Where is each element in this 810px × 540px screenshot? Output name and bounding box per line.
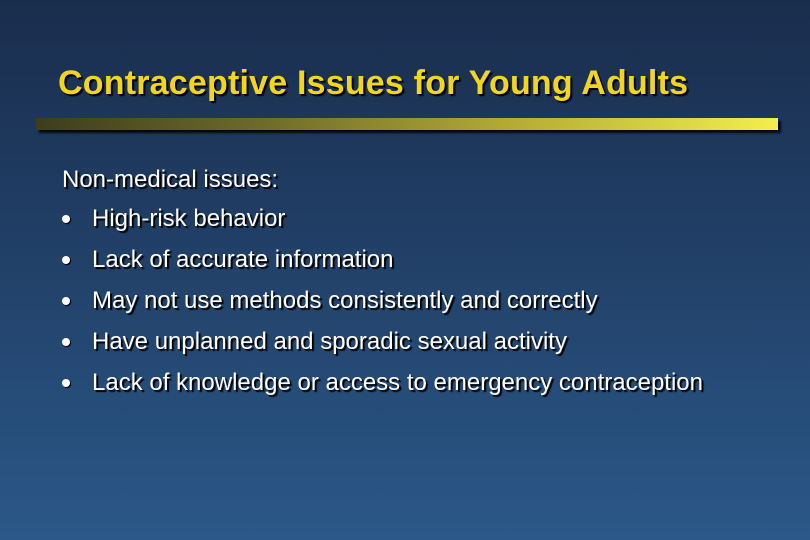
- bullet-item: [62, 325, 782, 358]
- bullet-text: High-risk behavior: [92, 205, 286, 232]
- bullet-icon: [62, 256, 70, 264]
- bullet-item: [62, 202, 782, 235]
- bullet-icon: [62, 379, 70, 387]
- bullet-list: [62, 202, 782, 399]
- bullet-item: [62, 243, 782, 276]
- bullet-text: Lack of accurate information: [92, 246, 394, 273]
- bullet-icon: [62, 297, 70, 305]
- bullet-icon: [62, 338, 70, 346]
- slide-title: Contraceptive Issues for Young Adults: [58, 64, 689, 102]
- bullet-text: May not use methods consistently and correctly: [92, 287, 598, 314]
- bullet-item: [62, 366, 782, 399]
- intro-text: Non-medical issues:: [62, 166, 279, 193]
- slide-body: [62, 162, 782, 407]
- bullet-text: Lack of knowledge or access to emergency contraception: [92, 369, 704, 396]
- title-divider: [36, 118, 778, 130]
- bullet-text: Have unplanned and sporadic sexual activity: [92, 328, 567, 355]
- bullet-item: [62, 284, 782, 317]
- bullet-icon: [62, 215, 70, 223]
